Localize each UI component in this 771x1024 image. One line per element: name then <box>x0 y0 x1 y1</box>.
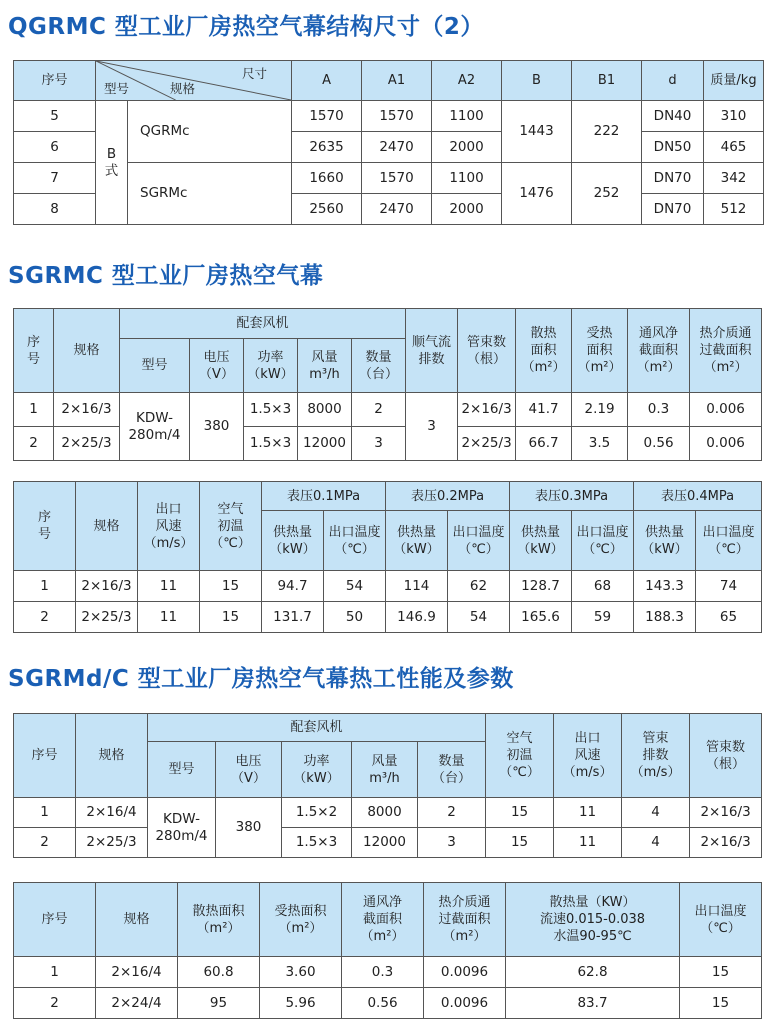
t3-h-heat: 供热量 （kW） <box>386 511 448 571</box>
t2-h-medium: 热介质通 过截面积 （m²） <box>690 309 762 393</box>
t2-h-heat-area: 受热 面积 （m²） <box>572 309 628 393</box>
t3-h-air-temp: 空气 初温 （℃） <box>200 482 262 571</box>
cell: 11 <box>554 828 622 858</box>
t3-h-temp: 出口温度 （℃） <box>448 511 510 571</box>
t1-group-name: SGRMc <box>128 163 292 225</box>
cell: 465 <box>704 132 764 163</box>
cell: 66.7 <box>516 427 572 461</box>
table2 <box>13 308 762 461</box>
t1-h-d: d <box>642 61 704 101</box>
cell: 0.3 <box>628 393 690 427</box>
cell: 62 <box>448 571 510 602</box>
cell: 74 <box>696 571 762 602</box>
table5 <box>13 882 762 1019</box>
t2-h-power: 功率 （kW） <box>244 339 298 393</box>
cell: 6 <box>14 132 96 163</box>
cell: 2 <box>14 828 76 858</box>
t5-h-heat-area: 受热面积 （m²） <box>260 883 342 957</box>
cell: 11 <box>138 571 200 602</box>
cell: 0.56 <box>342 988 424 1019</box>
t3-h-temp: 出口温度 （℃） <box>696 511 762 571</box>
t4-h-qty: 数量 （台） <box>418 742 486 798</box>
table-row <box>14 957 762 988</box>
t2-h-vent: 通风净 截面积 （m²） <box>628 309 690 393</box>
cell: 59 <box>572 602 634 633</box>
t2-fan-model: KDW- 280m/4 <box>120 393 190 461</box>
t3-h-p1: 表压0.1MPa <box>262 482 386 511</box>
cell: 2635 <box>292 132 362 163</box>
t1-h-model: 型号 <box>104 81 130 96</box>
cell: 2×25/3 <box>76 828 148 858</box>
cell: 188.3 <box>634 602 696 633</box>
cell: 95 <box>178 988 260 1019</box>
cell: 2×16/4 <box>96 957 178 988</box>
t2-volt: 380 <box>190 393 244 461</box>
cell: 5.96 <box>260 988 342 1019</box>
t4-h-volt: 电压 （V） <box>216 742 282 798</box>
t5-h-seq: 序号 <box>14 883 96 957</box>
cell: 4 <box>622 798 690 828</box>
t4-h-flow: 风量 m³/h <box>352 742 418 798</box>
cell: 15 <box>200 602 262 633</box>
cell: 2470 <box>362 194 432 225</box>
t3-h-heat: 供热量 （kW） <box>510 511 572 571</box>
cell: 2×24/4 <box>96 988 178 1019</box>
t2-h-model: 型号 <box>120 339 190 393</box>
cell: 0.0096 <box>424 957 506 988</box>
cell: 41.7 <box>516 393 572 427</box>
cell: 1100 <box>432 101 502 132</box>
cell: 1570 <box>292 101 362 132</box>
cell: 50 <box>324 602 386 633</box>
cell: 1 <box>14 957 96 988</box>
cell: 131.7 <box>262 602 324 633</box>
cell: 4 <box>622 828 690 858</box>
t2-h-fan: 配套风机 <box>120 309 406 339</box>
cell: 12000 <box>298 427 352 461</box>
cell: 342 <box>704 163 764 194</box>
cell: 0.006 <box>690 393 762 427</box>
cell: DN70 <box>642 194 704 225</box>
cell: 5 <box>14 101 96 132</box>
cell: 62.8 <box>506 957 680 988</box>
t5-h-temp: 出口温度 （℃） <box>680 883 762 957</box>
t4-fan-model: KDW- 280m/4 <box>148 798 216 858</box>
cell: 2 <box>14 602 76 633</box>
t1-h-A1: A1 <box>362 61 432 101</box>
cell: 2×16/3 <box>690 798 762 828</box>
t3-h-seq: 序 号 <box>14 482 76 571</box>
t4-h-power: 功率 （kW） <box>282 742 352 798</box>
cell: 1660 <box>292 163 362 194</box>
cell: 11 <box>138 602 200 633</box>
cell: 1 <box>14 798 76 828</box>
table-row <box>14 798 762 828</box>
t4-h-spec: 规格 <box>76 714 148 798</box>
t1-h-B1: B1 <box>572 61 642 101</box>
cell: 7 <box>14 163 96 194</box>
t1-h-A2: A2 <box>432 61 502 101</box>
table4-title: SGRMd/C 型工业厂房热空气幕热工性能及参数 <box>8 666 514 692</box>
t2-h-area: 散热 面积 （m²） <box>516 309 572 393</box>
t4-h-rows: 管束 排数 （m/s） <box>622 714 690 798</box>
cell: 252 <box>572 163 642 225</box>
cell: 3 <box>352 427 406 461</box>
t3-h-heat: 供热量 （kW） <box>634 511 696 571</box>
cell: 15 <box>680 957 762 988</box>
t5-h-vent: 通风净 截面积 （m²） <box>342 883 424 957</box>
cell: 2×16/3 <box>458 393 516 427</box>
t1-h-size: 尺寸 <box>242 66 268 81</box>
t2-h-flow: 风量 m³/h <box>298 339 352 393</box>
t1-h-seq: 序号 <box>14 61 96 101</box>
t1-h-A: A <box>292 61 362 101</box>
cell: 2560 <box>292 194 362 225</box>
cell: 2 <box>352 393 406 427</box>
t5-h-heat: 散热量（KW） 流速0.015-0.038 水温90-95℃ <box>506 883 680 957</box>
t3-h-p3: 表压0.3MPa <box>510 482 634 511</box>
cell: 0.006 <box>690 427 762 461</box>
cell: 2×25/3 <box>76 602 138 633</box>
table4 <box>13 713 762 858</box>
cell: 1.5×3 <box>244 393 298 427</box>
cell: 60.8 <box>178 957 260 988</box>
cell: 1443 <box>502 101 572 163</box>
t5-h-medium: 热介质通 过截面积 （m²） <box>424 883 506 957</box>
cell: 65 <box>696 602 762 633</box>
cell: 128.7 <box>510 571 572 602</box>
table-row <box>14 988 762 1019</box>
t2-h-rows: 顺气流 排数 <box>406 309 458 393</box>
t3-h-spec: 规格 <box>76 482 138 571</box>
cell: 2×16/3 <box>54 393 120 427</box>
t1-group-name: QGRMc <box>128 101 292 163</box>
cell: 54 <box>324 571 386 602</box>
cell: 83.7 <box>506 988 680 1019</box>
cell: 1100 <box>432 163 502 194</box>
cell: 143.3 <box>634 571 696 602</box>
cell: 2×16/3 <box>76 571 138 602</box>
cell: 54 <box>448 602 510 633</box>
cell: 222 <box>572 101 642 163</box>
t3-h-heat: 供热量 （kW） <box>262 511 324 571</box>
t2-h-seq: 序 号 <box>14 309 54 393</box>
cell: DN40 <box>642 101 704 132</box>
cell: 165.6 <box>510 602 572 633</box>
table-row <box>14 101 764 132</box>
cell: 2×25/3 <box>458 427 516 461</box>
cell: 114 <box>386 571 448 602</box>
cell: 1 <box>14 393 54 427</box>
t4-h-fan: 配套风机 <box>148 714 486 742</box>
t3-h-p4: 表压0.4MPa <box>634 482 762 511</box>
cell: 8000 <box>298 393 352 427</box>
cell: 2.19 <box>572 393 628 427</box>
cell: 1 <box>14 571 76 602</box>
cell: 2000 <box>432 194 502 225</box>
cell: 15 <box>200 571 262 602</box>
t1-h-diagonal <box>96 61 292 101</box>
t2-rows: 3 <box>406 393 458 461</box>
table-row <box>14 571 762 602</box>
cell: 310 <box>704 101 764 132</box>
t4-h-air: 空气 初温 （℃） <box>486 714 554 798</box>
table-row <box>14 828 762 858</box>
table1 <box>13 60 764 225</box>
t5-h-area: 散热面积 （m²） <box>178 883 260 957</box>
cell: 0.56 <box>628 427 690 461</box>
cell: 94.7 <box>262 571 324 602</box>
table1-title: QGRMC 型工业厂房热空气幕结构尺寸（2） <box>8 14 484 40</box>
cell: 2 <box>418 798 486 828</box>
t1-h-mass: 质量/kg <box>704 61 764 101</box>
t3-h-out-speed: 出口 风速 （m/s） <box>138 482 200 571</box>
cell: 8000 <box>352 798 418 828</box>
table3 <box>13 481 762 633</box>
t3-h-p2: 表压0.2MPa <box>386 482 510 511</box>
cell: 15 <box>680 988 762 1019</box>
t4-h-model: 型号 <box>148 742 216 798</box>
t4-h-tubes: 管束数 （根） <box>690 714 762 798</box>
cell: 2 <box>14 988 96 1019</box>
cell: 15 <box>486 828 554 858</box>
t5-h-spec: 规格 <box>96 883 178 957</box>
cell: 1570 <box>362 163 432 194</box>
t2-h-spec: 规格 <box>54 309 120 393</box>
cell: 8 <box>14 194 96 225</box>
cell: 146.9 <box>386 602 448 633</box>
cell: 2470 <box>362 132 432 163</box>
cell: DN50 <box>642 132 704 163</box>
t1-type: B 式 <box>96 101 128 225</box>
cell: 1.5×3 <box>244 427 298 461</box>
t4-h-speed: 出口 风速 （m/s） <box>554 714 622 798</box>
t2-h-volt: 电压 （V） <box>190 339 244 393</box>
t1-h-spec: 规格 <box>170 81 196 96</box>
cell: 1.5×2 <box>282 798 352 828</box>
t3-h-temp: 出口温度 （℃） <box>324 511 386 571</box>
cell: 2×16/4 <box>76 798 148 828</box>
cell: DN70 <box>642 163 704 194</box>
cell: 1476 <box>502 163 572 225</box>
cell: 1.5×3 <box>282 828 352 858</box>
cell: 2000 <box>432 132 502 163</box>
t4-volt: 380 <box>216 798 282 858</box>
t4-h-seq: 序号 <box>14 714 76 798</box>
cell: 68 <box>572 571 634 602</box>
cell: 0.3 <box>342 957 424 988</box>
t3-h-temp: 出口温度 （℃） <box>572 511 634 571</box>
cell: 2 <box>14 427 54 461</box>
t1-h-B: B <box>502 61 572 101</box>
cell: 512 <box>704 194 764 225</box>
t2-h-qty: 数量 （台） <box>352 339 406 393</box>
cell: 3.5 <box>572 427 628 461</box>
table2-title: SGRMC 型工业厂房热空气幕 <box>8 263 324 289</box>
cell: 3 <box>418 828 486 858</box>
cell: 0.0096 <box>424 988 506 1019</box>
cell: 2×16/3 <box>690 828 762 858</box>
cell: 3.60 <box>260 957 342 988</box>
table-row <box>14 602 762 633</box>
cell: 15 <box>486 798 554 828</box>
table-row <box>14 393 762 427</box>
cell: 1570 <box>362 101 432 132</box>
t2-h-tubes: 管束数 （根） <box>458 309 516 393</box>
cell: 11 <box>554 798 622 828</box>
cell: 2×25/3 <box>54 427 120 461</box>
cell: 12000 <box>352 828 418 858</box>
